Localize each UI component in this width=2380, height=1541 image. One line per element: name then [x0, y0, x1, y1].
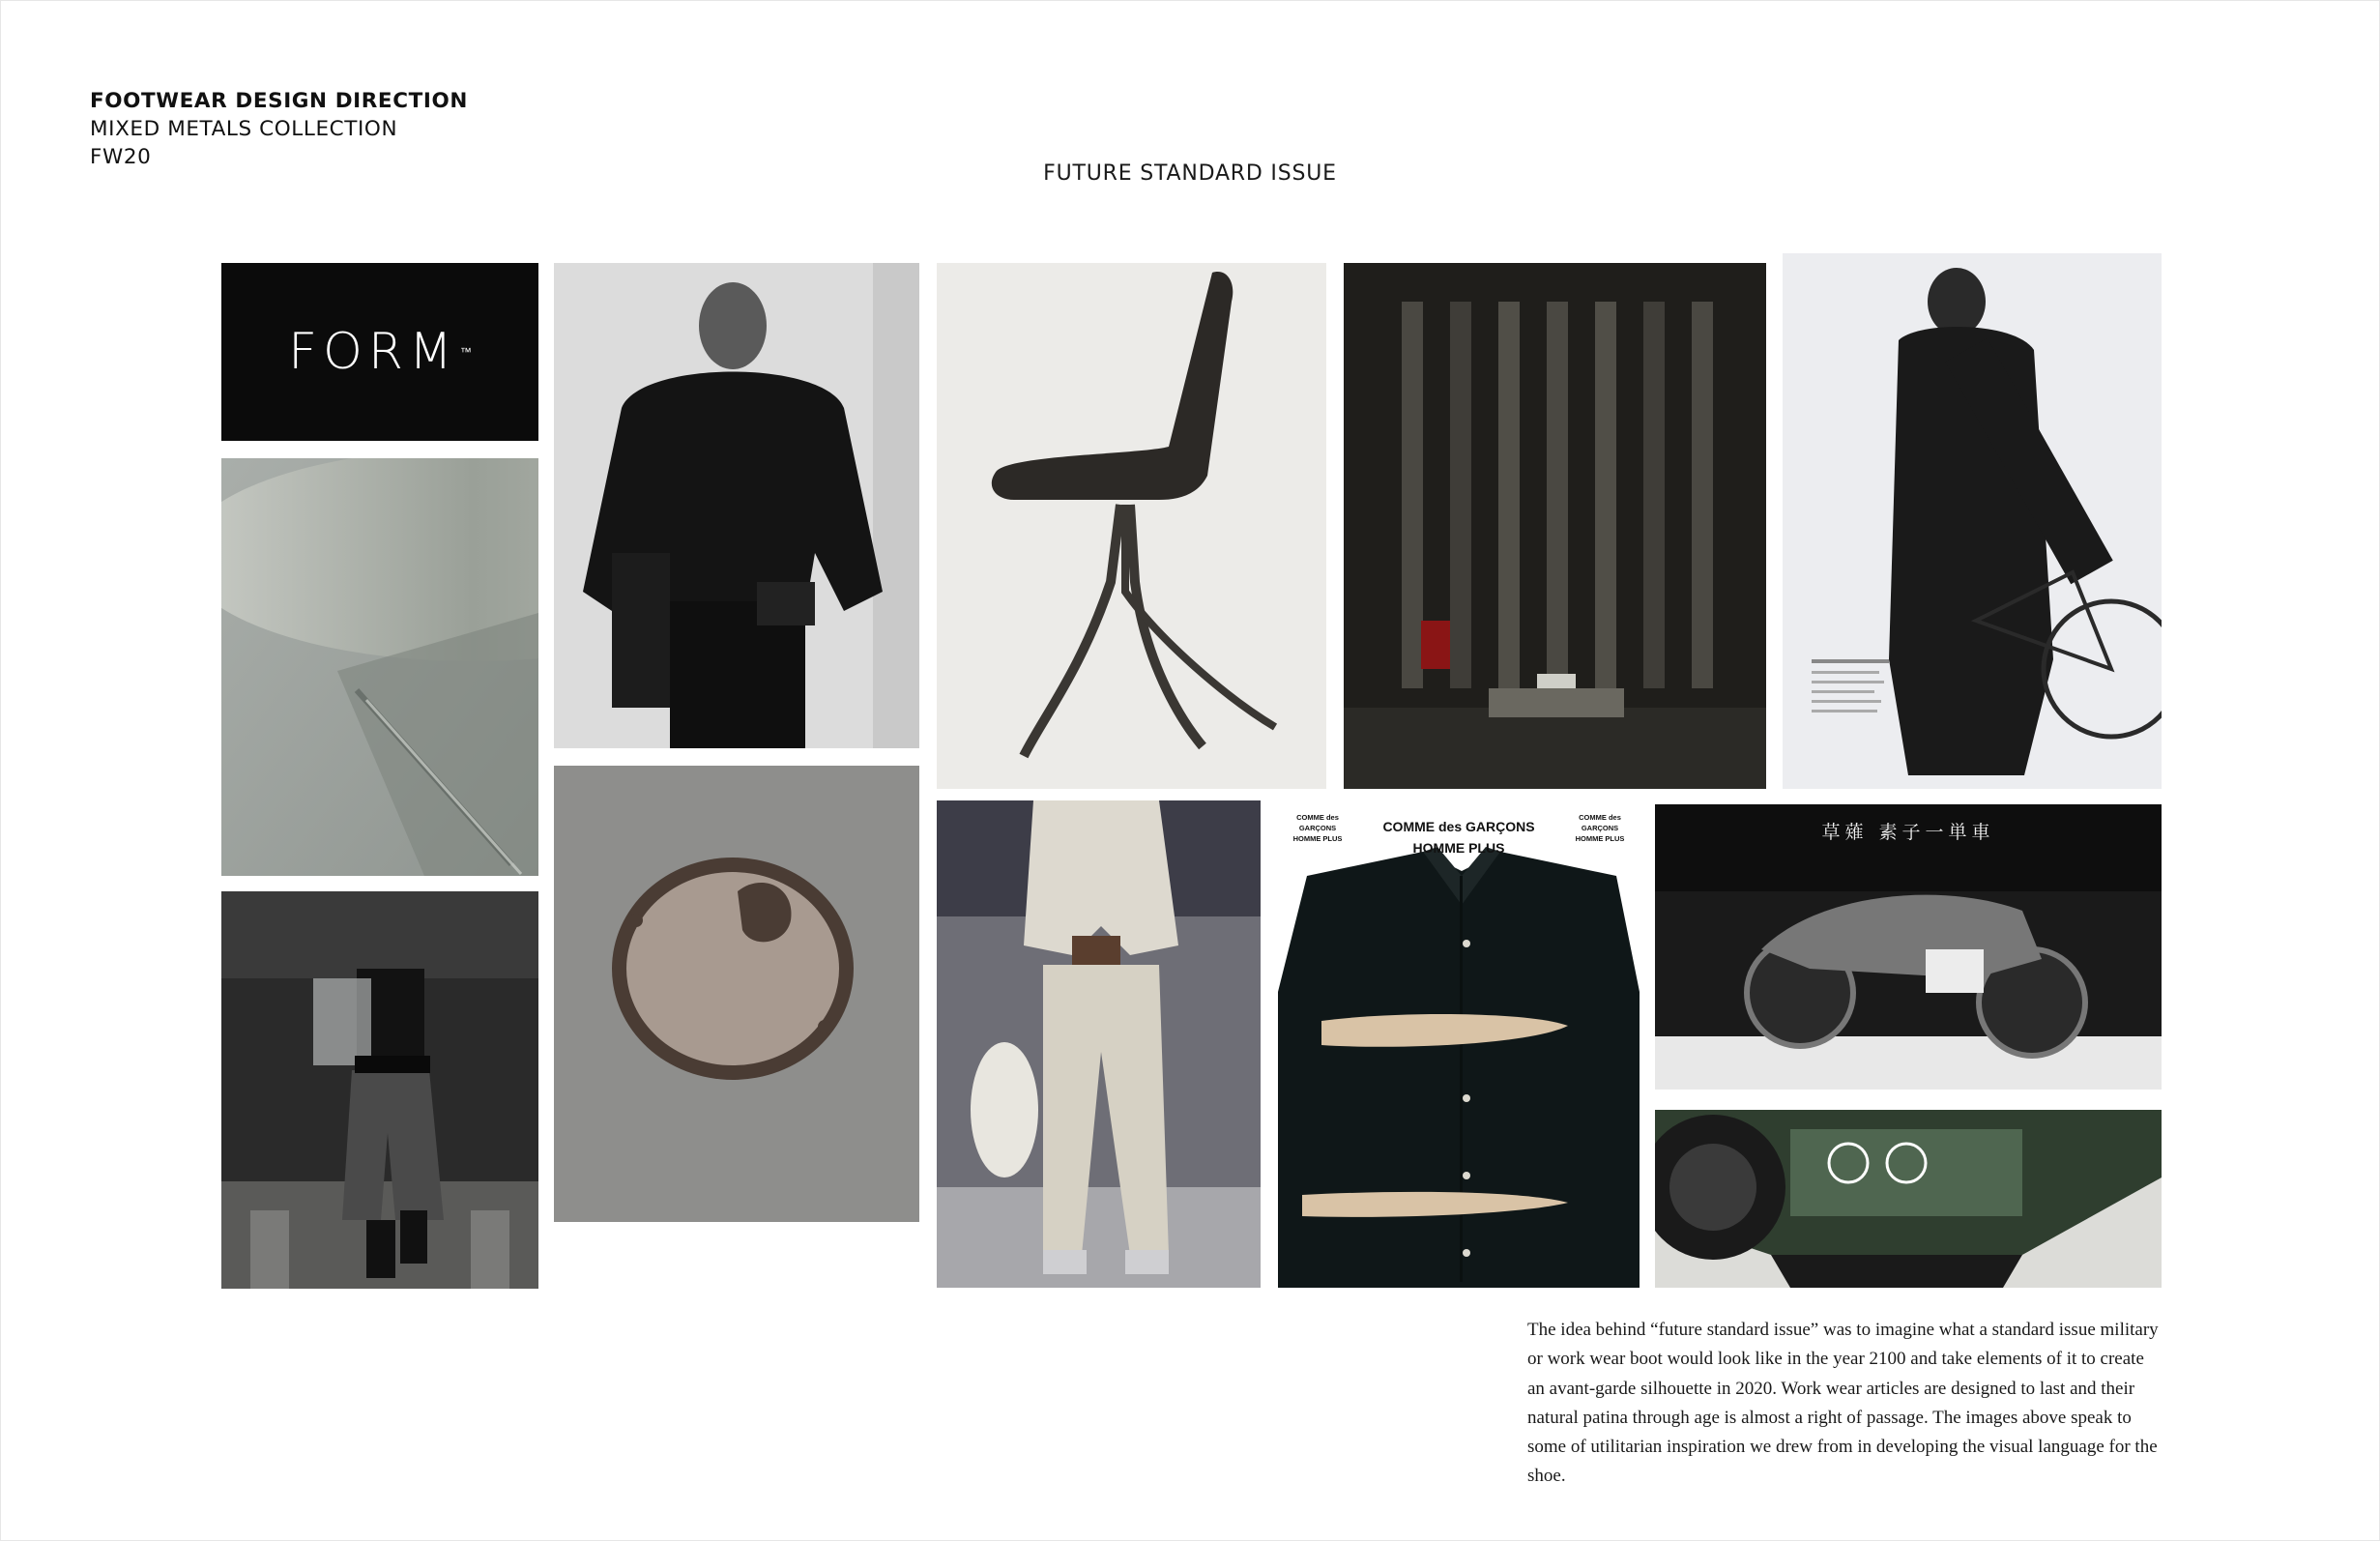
runway-look-image	[221, 891, 538, 1289]
cdg-brand: COMME des GARÇONS	[1382, 819, 1535, 834]
description-paragraph: The idea behind “future standard issue” was to imagine what a standard issue military or work wear boot would look like in the year 2100 and take elements of it to create an avant-garde silhouette in 2020. Work wear articles are designed to last and their natural patina through age is almost a right of passage. The images above speak to some of utilitarian inspiration we drew from in developing the visual language for the shoe.	[1527, 1320, 2159, 1487]
cdg-shirt-image	[1278, 799, 1640, 1288]
chair-image	[937, 263, 1326, 789]
form-logo-tm: ™	[459, 345, 472, 359]
manhole-cover-image	[554, 766, 919, 1222]
runway-cargo-image	[937, 800, 1261, 1288]
form-logo-image	[221, 263, 538, 441]
puffer-jacket-image	[554, 263, 919, 748]
cathedral-interior-image	[1344, 263, 1766, 789]
header-collection: MIXED METALS COLLECTION	[90, 117, 398, 141]
motorcycle-title: 草薙 素子一単車	[1821, 822, 1995, 843]
cdg-tag-left: COMME des GARÇONS HOMME PLUS	[1292, 813, 1343, 843]
metal-closeup-image	[221, 458, 538, 876]
form-logo-text: FORM	[288, 323, 458, 381]
bicycle-editorial-image	[1783, 253, 2162, 789]
motorcycle-image	[1655, 804, 2162, 1090]
race-car-image	[1655, 1110, 2162, 1288]
cdg-tag-right: COMME des GARÇONS HOMME PLUS	[1575, 813, 1625, 843]
header-season: FW20	[90, 145, 152, 169]
header-title: FOOTWEAR DESIGN DIRECTION	[90, 89, 468, 113]
page-title: FUTURE STANDARD ISSUE	[1043, 161, 1337, 186]
document-header	[90, 87, 468, 171]
cdg-line: HOMME PLUS	[1412, 840, 1505, 856]
